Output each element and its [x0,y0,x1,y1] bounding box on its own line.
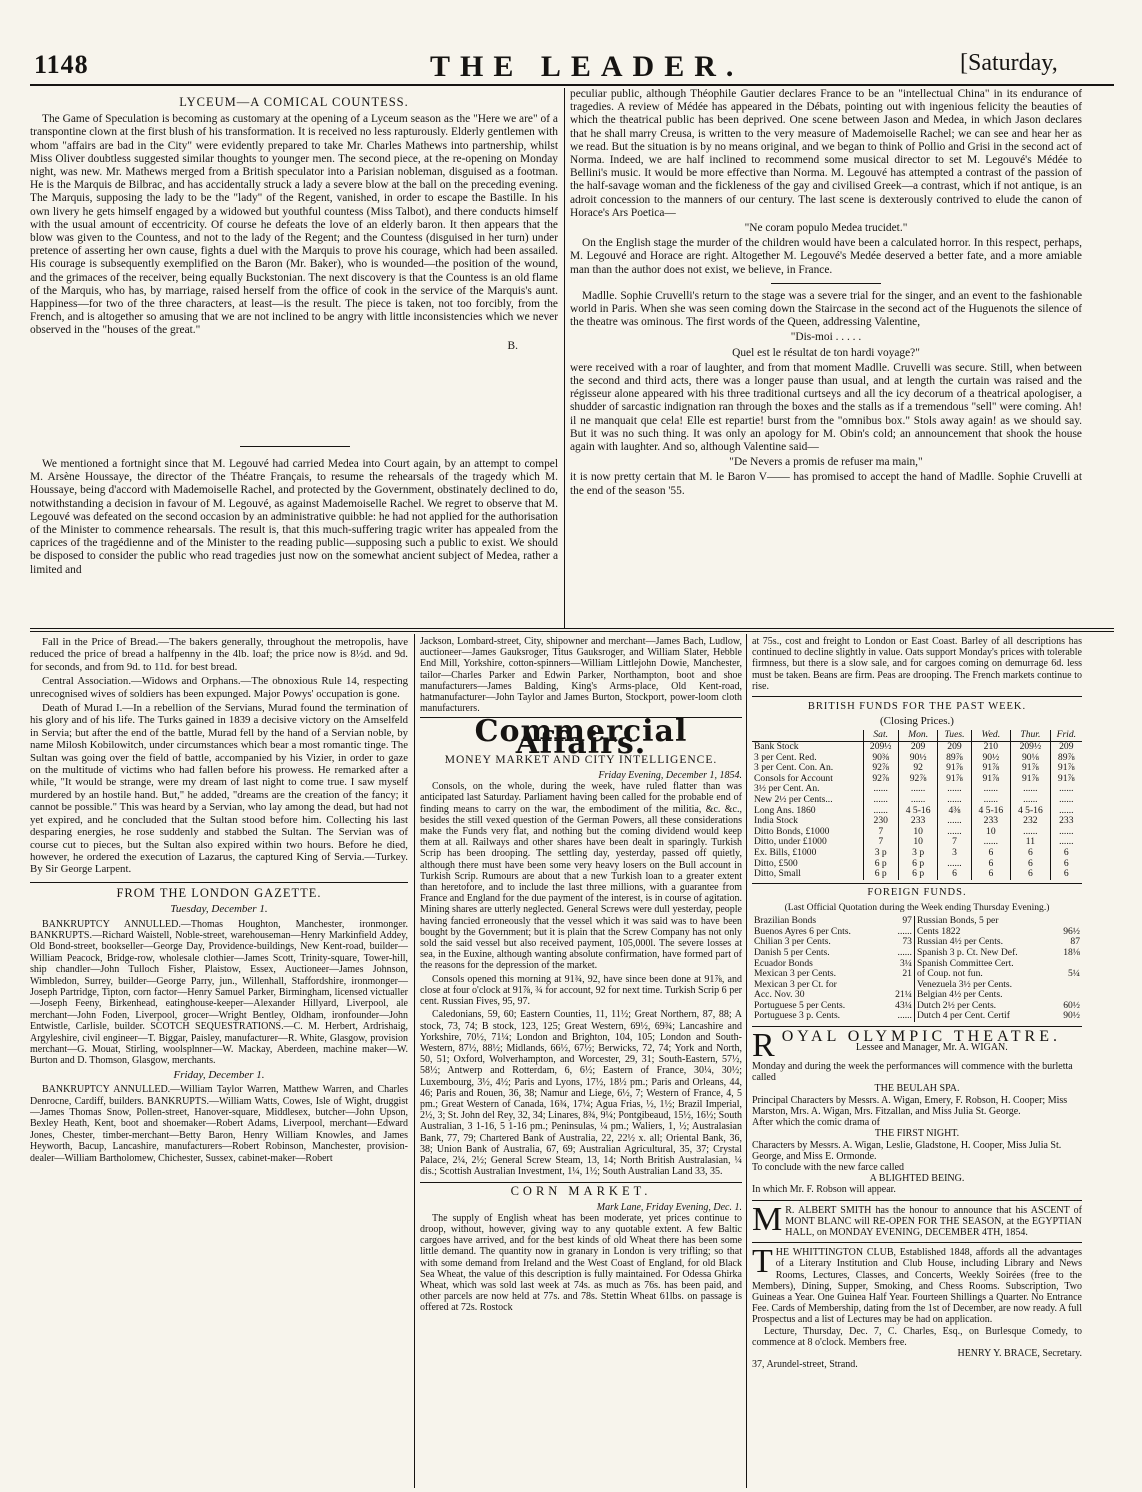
fund-price: 4 5-16 [971,806,1011,817]
lyceum-signature: B. [507,339,518,352]
section-rule-bottom [30,631,1114,632]
foreign-fund-name: Dutch 2½ per Cents. [916,999,997,1011]
fund-price: ...... [1011,784,1051,795]
foreign-funds-row [752,1011,1082,1022]
medea-paragraph-2: peculiar public, although Théophile Gautier declares France to be an "intellectual China" in its endurance of tragedies. A review of Médée has appeared in the Débats, pointing out with ingenious felicity the beauties of which the theatrical public has been deprived. One scene between Jason and Medea, in which Jason declares that he shall marry Creusa, is written to the very measure of Mademoiselle Rachel; we can see and hear her as we read. But the situation is by no means original, and we began to think of Pollio and Grisi in the second act of Norma. Indeed, we are half inclined to recommend some musical director to set M. Legouvé's Médée to Bellini's music. It would be more effective than Norma. M. Legouvé has attempted a contrast of the passion of the half-savage woman and the fickleness of the gay and civilised Greek—a contrast, which if not antique, is an adroit concession to the manners of our century. The last scene is dexterously contrived to elude the canon of Horace's Ars Poetica— [570,88,1082,219]
olympic-intro: Monday and during the week the performances will commence with the burletta called [752,1061,1073,1084]
foreign-fund-price: 43¼ [886,1001,914,1012]
gazette-continued: Jackson, Lombard-street, City, shipowner and merchant—James Bach, Ludlow, auctioneer—James Gauksroger, Titus Gauksroger, and William Slater, Hebble End Mill, Yorkshire, cotton-spinners—William Littlejohn Dowie, Manchester, tailor—Charles Parker and Edwin Parker, Northampton, boot and shoe manufacturers—James Balding, King's Arms-place, Old Kent-road, hatmanufacturer—John Taylor and James Burton, Stockport, power-loom cloth manufacturers. [420,636,742,715]
fund-price: 89⅞ [1050,753,1082,764]
money-market-dateline: Friday Evening, December 1, 1854. [598,770,742,782]
fund-price: 10 [898,827,938,838]
foreign-fund-price: 73 [886,937,914,948]
whittington-advertisement [752,1243,1082,1371]
olympic-between: After which the comic drama of [752,1117,881,1129]
fund-name: Ditto Bonds, £1000 [754,825,830,837]
foreign-fund-name: Portuguese 5 per Cents. [754,999,846,1011]
corn-market-continued: at 75s., cost and freight to London or East Coast. Barley of all descriptions has continued to decline slightly in value. Oats support Monday's prices with tolerable firmness, but there is a slow sale, and for cargoes coming on demurrage 6d. less must be taken. Beans are firm. Peas are drooping. The French markets continue to rise. [752,636,1082,692]
foreign-fund-price: 5¼ [1068,968,1080,980]
medea-article-left [30,458,558,628]
medea-article-right [570,88,1082,628]
foreign-fund-name: Portuguese 3 p. Cents. [754,1010,841,1022]
albert-smith-advertisement [752,1200,1082,1239]
fund-price: 3 p [898,848,938,859]
fund-price: 6 p [898,869,938,880]
fund-price: 91⅞ [938,763,971,774]
fund-price: 4⅜ [938,806,971,817]
foreign-fund-name: Belgian 4½ per Cents. [916,989,1003,1001]
corn-market-heading: CORN MARKET. [510,1184,652,1199]
cruvelli-paragraph-3: it is now pretty certain that M. le Baron V—— has promised to accept the hand of Madlle. Sophie Cruvelli at the end of the season '55. [570,471,1082,497]
fund-price: 91⅞ [971,774,1011,785]
fund-price: ...... [1050,795,1082,806]
foreign-fund-price: 3¼ [886,959,914,970]
money-market-paragraph-1: Consols, on the whole, during the week, have ruled flatter than was anticipated last Saturday. Parliament having been called for the probable end of finding means to carry on the war, the embodiment of the militia, &c. &c., besides the still vexed question of the German Powers, all these considerations make the Funds very flat, and nothing but the coming dividend would keep them at all. Railways and other shares have been dealt in sparingly. Turkish Scrip has been drooping. The settling day, yesterday, passed off quietly, although there must have been some very heavy losers on the Bull account in Turkish Scrip. Rumours are about that a new Turkish loan to a greater extent than heretofore, and to include the last three millions, with a guarantee from France and England for the due payment of the interest, is in course of agitation. Mining shares are utterly neglected. General Screws were dull yesterday, people having fancied erroneously that the vessel which it was said was to have been bought by the Government; but it is plain that the Screw Company has not only sold the said vessel but also received payment, 105,000l. The severe losses at sea, in the Euxine, although wanting absolute confirmation, have formed part of the reasons for the depression of the market. [420,781,742,972]
olympic-piece-3-note: In which Mr. F. Robson will appear. [752,1184,896,1196]
news-death-of-murad: Death of Murad I.—In a rebellion of the Servians, Murad found the termination of his glory and of his life. The Turks gained in 1839 a decisive victory on the Amselfeld in Servia; but after the end of the battle, Murad fell by the hand of a Servian noble, by name Milosh Kobilowitch, under circumstances which bear a most romantic tinge. The Sultan was going over the field of battle, accompanied by his Vizier, in order to gaze on the multitude of victims who had fallen before his prowess. He remarked after a while, "It would be strange, were my dream of last night to come true. I saw myself murdered by an hostile hand. But," he added, "dreams are the creation of the fancy; it cannot be possible." This was heard by a Servian, who lay among the dead, but had not yet expired, and he concluded that the Sultan stood before him. Collecting his last desparing energies, he rose suddenly and stabbed the Sultan. The Servian was of course cut to pieces, but the Sultan also expired within two hours. Before he died, however, he ordered the execution of Lazarus, the captured King of Servia.—Turkey. By Sir George Larpent. [30,702,408,876]
cruvelli-paragraph-1: Madlle. Sophie Cruvelli's return to the stage was a severe trial for the singer, and an event to the fashionable world in Paris. When she was seen coming down the Staircase in the second act of the Huguenots the silence of the theatre was ominous. The first words of the Queen, addressing Valentine, [570,289,1082,329]
fund-price: 6 [1050,869,1082,880]
corn-market-paragraph: The supply of English wheat has been moderate, yet prices continue to droop, without, however, giving way to any quotable extent. A few Baltic cargoes have arrived, and for the best kinds of old Wheat there has been some little demand. The quantity now in granary in London is very trifling; so that with some demand from Ireland and the West Coast of England, for old Black Sea Wheat, the value of this description is fully maintained. For Odessa Ghirka Wheat, which was sold last week at 74s. as much as 76s. has been paid, and other parcels are now held at 77s. and 78s. Stettin Wheat 61lbs. on passage is offered at 72s. Rostock [420,1212,742,1314]
fund-price: 7 [938,837,971,848]
upper-column-rule [564,88,565,628]
foreign-fund-name: Dutch 4 per Cent. Certif [916,1010,1010,1022]
olympic-piece-3: A BLIGHTED BEING. [869,1173,965,1185]
foreign-fund-price: 96½ [1063,925,1080,937]
foreign-fund-name: Spanish Committee Cert. [916,957,1014,969]
news-column [30,636,408,1488]
fund-price: 6 [971,869,1011,880]
whittington-lecture: Lecture, Thursday, Dec. 7, C. Charles, Esq., on Burlesque Comedy, to commence at 8 o'clock. Members free. [752,1325,1082,1348]
albert-text: R. ALBERT SMITH has the honour to announce that his ASCENT of MONT BLANC will RE-OPEN FOR THE SEASON, at the EGYPTIAN HALL, on MONDAY EVENING, DECEMBER 4TH, 1854. [785,1204,1082,1238]
foreign-fund-price: ...... [886,1011,914,1022]
fund-price: 6 p [898,859,938,870]
whittington-text: HE WHITTINGTON CLUB, Established 1848, affords all the advantages of a Literary Institution and Club House, including Library and News Rooms, Lectures, Classes, and Concerts, Weekly Soirées (free to the Members), Dining, Supper, Smoking, and Chess Rooms. Subscription, Two Guineas a Year. One Guinea Half Year. Fourteen Shillings a Quarter. No Entrance Fee. Cards of Membership, dating from the 1st of December, are now ready. A full Prospectus and a list of Lectures may be had on application. [752,1247,1082,1326]
fund-name: Ditto, Small [754,868,801,880]
header-rule [30,84,1114,86]
olympic-drop-cap: R [752,1027,779,1065]
fund-price: 90⅛ [1011,753,1051,764]
fund-price: ...... [938,795,971,806]
commercial-title: Commercial Affairs. [474,714,688,761]
fund-price: 10 [971,827,1011,838]
fund-name: Ex. Bills, £1000 [754,846,817,858]
cruvelli-quote-1: "Dis-moi . . . . . [790,331,862,344]
fund-price: 209 [1050,742,1082,753]
british-funds-row [752,869,1082,880]
foreign-fund-name: Russian Bonds, 5 per [916,915,999,927]
foreign-fund-name: Mexican 3 per Cents. [754,968,837,980]
fund-price: ...... [1011,795,1051,806]
fund-price: ...... [938,827,971,838]
lower-column-rule-1 [414,634,415,1488]
foreign-fund-name: Venezuela 3½ per Cents. [916,978,1013,990]
fund-price: 11 [1011,837,1051,848]
foreign-fund-name: Cents 1822 [916,925,961,937]
fund-price: ...... [1050,784,1082,795]
fund-price: 209½ [1011,742,1051,753]
news-central-association: Central Association.—Widows and Orphans.—The obnoxious Rule 14, respecting unrecognised wives of soldiers has been expunged. Major Powys' occupation is gone. [30,675,408,700]
whittington-drop-cap: T [752,1243,773,1281]
masthead-day: [Saturday, [960,50,1058,76]
fund-price: 233 [1050,816,1082,827]
fund-price: 90⅜ [863,753,898,764]
foreign-fund-name: Acc. Nov. 30 [754,989,805,1001]
fund-price: ...... [863,784,898,795]
fund-price: 232 [1011,816,1051,827]
foreign-funds-subtitle: (Last Official Quotation during the Week ending Thursday Evening.) [784,901,1050,913]
albert-drop-cap: M [752,1200,783,1238]
british-funds-row [752,848,1082,859]
money-market-paragraph-2: Consols opened this morning at 91¾, 92, have since been done at 91⅞, and close at four o'clock at 91⅞, ¾ for account, 92 for next time. Turkish Scrip 6 per cent. Russian Fives, 95, 97. [420,973,742,1008]
gazette-tuesday-text: BANKRUPTCY ANNULLED.—Thomas Houghton, Manchester, ironmonger. BANKRUPTS.—Richard Waistell, Noble-street, warehouseman—Henry Markinfield Addey, Old Bond-street, bookseller—George Day, Providence-buildings, New Kent-road, builder—William Peacock, Bridge-row, wholesale clothier—James Scott, Trinity-square, Tower-hill, ship chandler—John Tulloch Fisher, Plaistow, Essex, Auctioneer—James Johnson, Wimbledon, Surrey, builder—George Parry, jun., Willenhall, Staffordshire, ironmonger—Joseph Partridge, Tipton, corn factor—Henry Samuel Parker, Birmingham, licensed victualler—Joseph Feeny, Birkenhead, eatinghouse-keeper—Alexander Hillyard, Liverpool, ale merchant—John Foden, Liverpool, grocer—Wright Bentley, Oldham, ironfounder—John Entwistle, Carlisle, builder. SCOTCH SEQUESTRATIONS.—C. M. Herbert, Ardrishaig, Argyleshire, civil engineer—T. Biggar, Paisley, manufacturer—R. White, Glasgow, provision merchant—G. Mouat, Stirling, woolsplnner—W. Mackay, Aberdeen, machine maker—W. Burton and D. Thomson, Glasgow, merchants. [30,918,408,1067]
fund-price: 91⅞ [971,763,1011,774]
fund-price: 10 [898,837,938,848]
money-market-paragraph-3: Caledonians, 59, 60; Eastern Counties, 11, 11½; Great Northern, 87, 88; A stock, 73, 74; B stock, 123, 125; Great Western, 69½, 69¾; Lancashire and Yorkshire, 70½, 71¼; London and Brighton, 104, 105; London and South-Western, 87½, 88½; Midlands, 66½, 67½; Berwicks, 72, 74; York and North, 50, 51; Oxford, Wolverhampton, and Worcester, 29, 31; South-Eastern, 57½, 58½; Antwerp and Rotterdam, 6, 6½; Eastern of France, 30¼, 30½; Luxembourg, 3½, 4½; Paris and Lyons, 17½, 18½ pm.; Paris and Orleans, 44, 46; Paris and Rouen, 36, 38; Namur and Liege, 6½, 7; Western of France, 4, 5 pm.; Great Western of Canada, 16¾, 17¼; Agua Frias, ½, 1½; Brazil Imperial, 2½, 3; St. John del Rey, 32, 34; Linares, 8¾, 9¼; Pontgibeaud, 15½, 16½; South Australian, 3 1-16, 5 1-16 pm.; Peninsulas, ¼ pm.; Waliers, 1, ½; Australasian Bank, 77, 79; Chartered Bank of Australia, 22, 22½ x. all; Oriental Bank, 36, 38; Union Bank of Australia, 67, 69; Australian Agricultural, 35, 37; Crystal Palace, 2¼, 2½; General Screw Steam, 13, 14; North British Australasian, ¼ dis.; Scottish Australian Investment, 1¼, 1½; South Australian Land 33, 35. [420,1009,742,1178]
fund-price: ...... [938,784,971,795]
foreign-fund-name: Ecuador Bonds [754,957,813,969]
fund-price: 90½ [898,753,938,764]
fund-name: Ditto, £500 [754,857,798,869]
foreign-fund-name: of Coup. not fun. [916,968,983,980]
fund-price: 6 [1011,869,1051,880]
british-funds-header-cell: Wed. [971,730,1011,741]
lyceum-article [30,94,558,444]
foreign-funds-title: FOREIGN FUNDS. [867,886,967,898]
fund-price: 210 [971,742,1011,753]
fund-price: 6 [1011,859,1051,870]
fund-price: 7 [863,827,898,838]
news-bread: Fall in the Price of Bread.—The bakers generally, throughout the metropolis, have reduced the price of bread a halfpenny in the 4lb. loaf; the price now is 8½d. and 9d. for seconds, and from 9d. to 11d. for best bread. [30,636,408,673]
fund-price: 6 [971,848,1011,859]
cruvelli-quote-3: "De Nevers a promis de refuser ma main," [729,456,923,469]
foreign-fund-price: 21 [886,969,914,980]
olympic-title: OYAL OLYMPIC THEATRE. [781,1028,1061,1046]
foreign-fund-price [1054,980,1082,991]
lyceum-paragraph: The Game of Speculation is becoming as customary at the opening of a Lyceum season as the "Here we are" of a transpontine clown at the first blush of his transformation. It is received no less rapturously. Elderly gentlemen with whom "affairs are bad in the City" were evidently prepared to take Mr. Charles Mathews into partnership, whilst Miss Oliver doubtless suggested similar thoughts to younger men. The second piece, at the re-opening on Monday night, was new. Mr. Mathews merged from a British speculator into a Parisian nobleman, disguised as a footman. He is the Marquis de Bilbrac, and has accidentally struck a lady a severe blow at the ball on the preceding evening. The Marquis, supposing the lady to be the "lady" of the Regent, vanished, in order to escape the Bastille. In his own livery he gets himself engaged by a widowed but youthful countess (Miss Talbot), and there conducts himself with the usual amount of eccentricity. Of course he defeats the love of an elderly baron. It then appears that the blow was given to the Countess, and not to the lady of the Regent; and the Countess (disguised in her turn) under pretence of asserting her own cause, fights a duel with the Marquis to prove his courage, which had been assailed. His courage is subsequently exemplified on the Baron (Mr. Baker), who is wounded—the position of the wound, and the grimaces of the receiver, being equally Buckstonian. The next discovery is that the Countess is an old flame of the Marquis, who has, by marriage, raised herself from the office of cook in the service of the Marquis's aunt. Happiness—for two of the three characters, at least—is the result. The piece is taken, not too forcibly, from the French, and is altogether so amusing that we are not inclined to be angry with little inconsistencies which we never observed in the "houses of the great." [30,113,558,337]
fund-price: 6 [1050,848,1082,859]
fund-name: 3 per Cent. Con. An. [754,762,834,774]
fund-price: 209 [938,742,971,753]
commercial-column [420,636,742,1488]
fund-price: 3 [938,848,971,859]
fund-price: 230 [863,816,898,827]
gazette-tuesday: Tuesday, December 1. [170,903,268,916]
gazette-heading: FROM THE LONDON GAZETTE. [116,885,322,900]
foreign-fund-price: 87 [1070,936,1080,948]
olympic-piece-1-cast: Principal Characters by Messrs. A. Wigan, Emery, F. Robson, H. Cooper; Miss Marston, Mrs. A. Wigan, Mrs. Fitzallan, and Miss Julia St. George. [752,1094,1068,1117]
fund-name: New 2½ per Cents... [754,793,833,805]
fund-price: ...... [898,795,938,806]
fund-price: ...... [1050,827,1082,838]
fund-price: 3 p [863,848,898,859]
funds-column [752,636,1082,1488]
medea-paragraph-3: On the English stage the murder of the children would have been a calculated horror. In this respect, perhaps, M. Legouvé and Horace are right. Altogether M. Legouvé's Medée deserved a better fate, and a more amiable man than the author does not exist, we believe, in France. [570,237,1082,276]
fund-price: 92 [898,763,938,774]
lower-column-rule-2 [746,634,747,1488]
page-number: 1148 [34,50,89,79]
fund-name: Bank Stock [754,741,799,753]
olympic-advertisement [752,1027,1082,1196]
fund-price: 91⅞ [1050,774,1082,785]
foreign-fund-price: ...... [886,927,914,938]
fund-price: 6 [971,859,1011,870]
fund-price: ...... [938,816,971,827]
fund-name: Consols for Account [754,772,833,784]
foreign-fund-name: Mexican 3 per Ct. for [754,978,837,990]
fund-price: 92⅞ [863,774,898,785]
olympic-piece-2-cast: Characters by Messrs. A. Wigan, Leslie, Gladstone, H. Cooper, Miss Julia St. George, and Miss E. Ormonde. [752,1139,1062,1162]
fund-price: 91⅞ [938,774,971,785]
foreign-funds-row [752,948,1082,959]
lyceum-heading: LYCEUM—A COMICAL COUNTESS. [179,95,409,109]
fund-price: 6 p [863,859,898,870]
fund-price: 4 5-16 [898,806,938,817]
fund-name: Long Ans. 1860 [754,804,816,816]
fund-price: ...... [1011,827,1051,838]
foreign-fund-name: Brazilian Bonds [754,915,817,927]
foreign-fund-name: Spanish 3 p. Ct. New Def. [916,946,1018,958]
fund-price: ...... [971,837,1011,848]
foreign-fund-price: 21¼ [886,990,914,1001]
masthead-title: THE LEADER. [430,50,744,83]
british-funds-header-cell: Mon. [898,730,938,741]
fund-price: ...... [971,795,1011,806]
money-market-heading: MONEY MARKET AND CITY INTELLIGENCE. [444,753,718,766]
fund-price: ...... [898,784,938,795]
fund-price: 209½ [863,742,898,753]
gazette-friday-text: BANKRUPTCY ANNULLED.—William Taylor Warren, Matthew Warren, and Charles Denrocne, Cardiff, builders. BANKRUPTS.—William Watts, Cowes, Isle of Wight, druggist—James Thomas Snow, Pollen-street, Hanover-square, Middlesex, butcher—John Upson, Bexley Heath, Kent, boot and shoemaker—Robert Adams, Liverpool, merchant—Edward Jones, Chester, timber-merchant—Betty Baron, Henry William Knowles, and James Heyworth, Bacup, Lancashire, manufacturers—Robert Robinson, Manchester, provision-dealer—William Bartholomew, Chichester, Sussex, cabinet-maker—Robert [30,1084,408,1164]
olympic-close: To conclude with the new farce called [752,1161,905,1173]
fund-price: 6 [1050,859,1082,870]
fund-price: ...... [938,859,971,870]
corn-market-dateline: Mark Lane, Friday Evening, Dec. 1. [596,1201,742,1213]
fund-price: 92⅞ [898,774,938,785]
foreign-funds-table [752,916,1082,1022]
british-funds-header-cell [752,730,863,741]
medea-quote: "Ne coram populo Medea trucidet." [744,222,908,235]
british-funds-row [752,742,1082,753]
fund-price: ...... [1050,837,1082,848]
cruvelli-paragraph-2: were received with a roar of laughter, and from that moment Madlle. Cruvelli was secure. Still, when between the second and third acts, there was a longer pause than usual, and at length the curtain was raised and the régisseur alone appeared with his three traditional curtseys and all the icy decorum of a theatrical apologiser, a shudder of sarcastic indignation ran through the boxes and the stalls as if a tremendous "sell" were coming. Ah! il ne manquait que cela! Elle est repartie! burst from the "omnibus box." Stols away again! as we should say. But it was no such thing. It was only an apology for M. Obin's cold; an announcement that shook the house again with laughter. And so, although Valentine said— [570,361,1082,454]
british-funds-header-cell: Frid. [1050,730,1082,741]
fund-price: 6 [938,869,971,880]
foreign-fund-price: 97 [886,916,914,927]
fund-price: ...... [863,795,898,806]
foreign-fund-price: 60½ [1063,999,1080,1011]
foreign-fund-name: Chilian 3 per Cents. [754,936,831,948]
whittington-secretary: HENRY Y. BRACE, Secretary. [957,1347,1082,1359]
fund-price: ...... [971,784,1011,795]
fund-price: 91⅞ [1011,763,1051,774]
fund-price: ...... [863,806,898,817]
british-funds-header-cell: Tues. [938,730,971,741]
olympic-piece-1: THE BEULAH SPA. [874,1083,960,1095]
foreign-fund-price: ...... [886,948,914,959]
fund-price: ...... [1050,806,1082,817]
lyceum-separator [240,446,350,447]
section-rule-top [30,628,1114,629]
british-funds-header-cell: Sat. [863,730,898,741]
fund-price: 89⅞ [938,753,971,764]
fund-price: 209 [898,742,938,753]
fund-price: 91⅞ [1050,763,1082,774]
fund-name: 3 per Cent. Red. [754,751,817,763]
foreign-fund-name: Buenos Ayres 6 per Cnts. [754,925,851,937]
fund-price: 91⅞ [1011,774,1051,785]
foreign-fund-name: Russian 4½ per Cents. [916,936,1004,948]
foreign-fund-price: 90½ [1063,1010,1080,1022]
olympic-piece-2: THE FIRST NIGHT. [874,1128,960,1140]
british-funds-header-cell: Thur. [1011,730,1051,741]
medea-paragraph-1: We mentioned a fortnight since that M. Legouvé had carried Medea into Court again, by an attempt to compel M. Arsène Houssaye, the director of the Théatre Français, to resume the rehearsals of the tragedy which M. Houssaye, being d'accord with Mademoiselle Rachel, and protected by the Government, obstinately declined to do, notwithstanding a decision in favour of M. Legouvé, as against Mademoiselle Rachel. We regret to observe that M. Legouvé was defeated on the second occasion by an administrative quibble: he had not applied for the authorisation of the Minister to commence rehearsals. The result is, that this much-suffering tragic writer has appealed from the caprices of the tragédienne and of the Minister to the reading public—supposing such a public to exist. We should be disposed to consider the public who read tragedies just now on the somewhat ancient subject of Medea, rather a limited and [30,458,558,576]
gazette-friday: Friday, December 1. [173,1068,265,1081]
british-funds-subtitle: (Closing Prices.) [880,715,954,728]
fund-price: 4 5-16 [1011,806,1051,817]
cruvelli-quote-2: Quel est le résultat de ton hardi voyage?" [732,346,920,359]
british-funds-row [752,795,1082,806]
fund-price: 90½ [971,753,1011,764]
british-funds-title: BRITISH FUNDS FOR THE PAST WEEK. [807,701,1027,713]
fund-price: 7 [863,837,898,848]
fund-name: 3½ per Cent. An. [754,783,820,795]
medea-separator [771,283,881,284]
fund-price: 233 [971,816,1011,827]
whittington-address: 37, Arundel-street, Strand. [752,1359,858,1371]
fund-price: 6 p [863,869,898,880]
foreign-fund-price: 18⅛ [1063,946,1080,958]
fund-price: 233 [898,816,938,827]
british-funds-table [752,730,1082,879]
foreign-fund-name: Danish 5 per Cents. [754,946,830,958]
fund-price: 6 [1011,848,1051,859]
olympic-lessee: Lessee and Manager, Mr. A. WIGAN. [855,1042,1008,1054]
fund-price: 92⅞ [863,763,898,774]
fund-name: India Stock [754,815,798,827]
fund-name: Ditto, under £1000 [754,836,827,848]
